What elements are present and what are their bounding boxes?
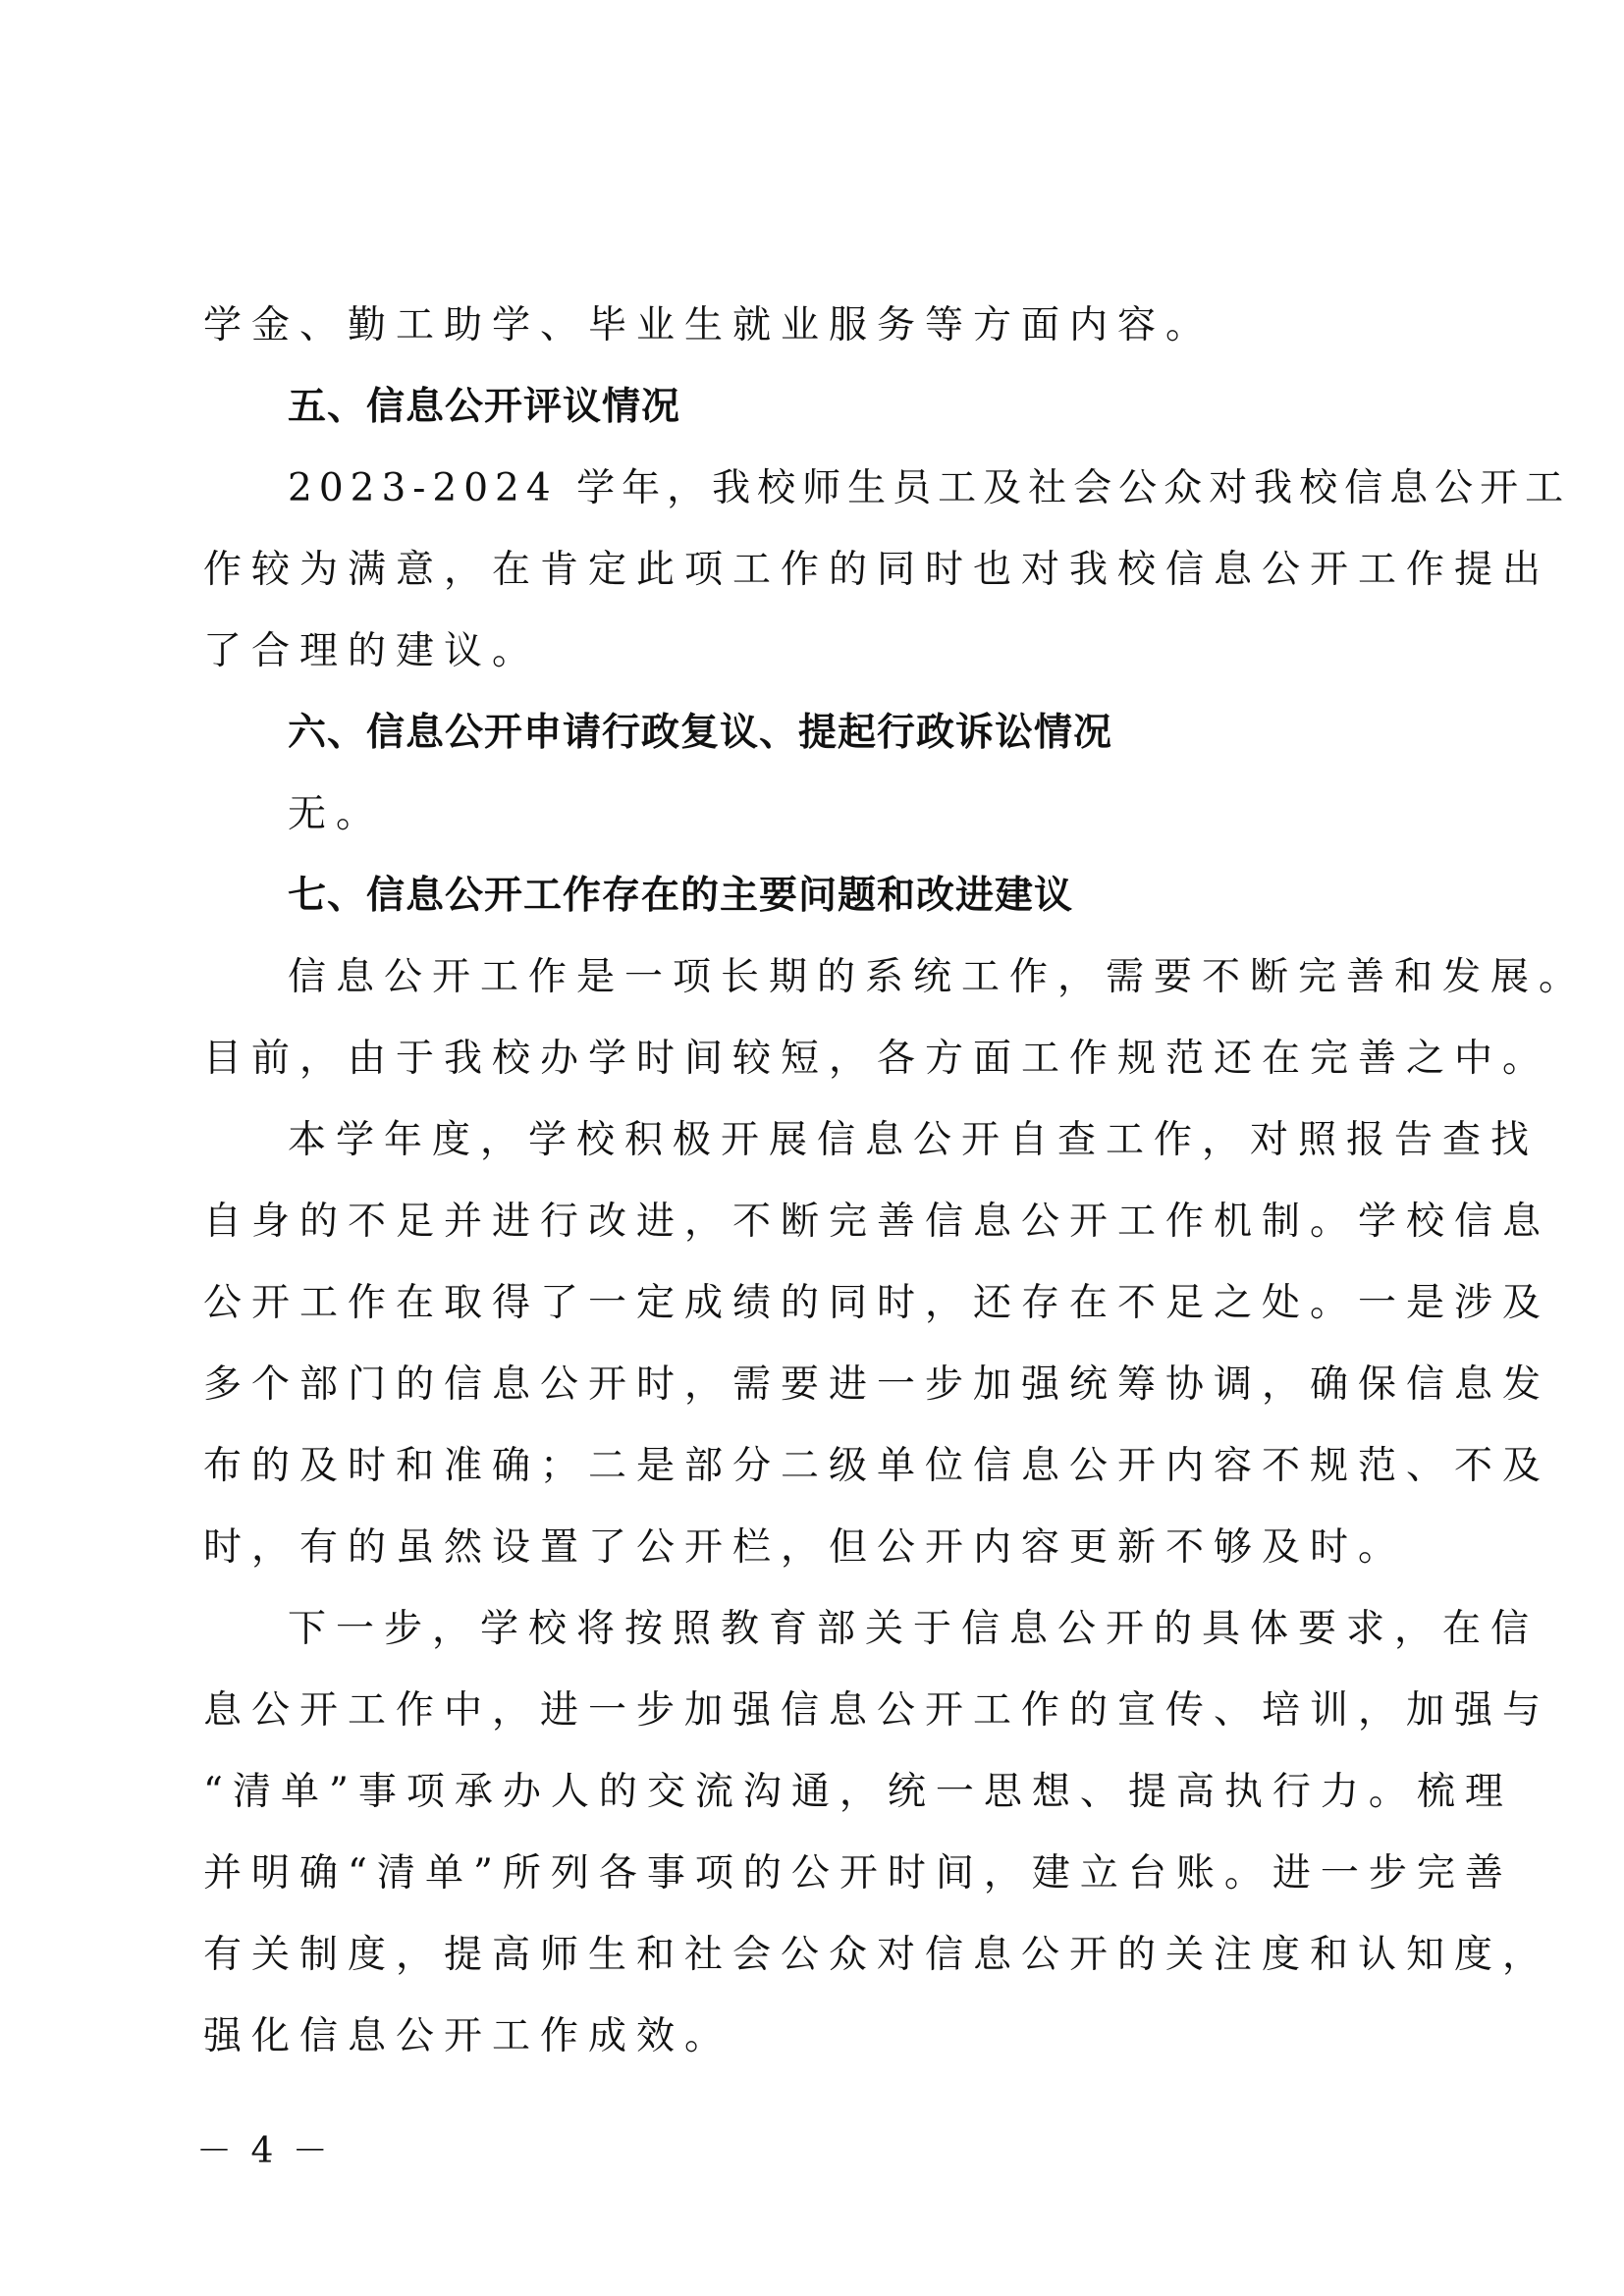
- paragraph-line: 多个部门的信息公开时，需要进一步加强统筹协调，确保信息发: [203, 1362, 1551, 1407]
- paragraph-line: 无。: [288, 792, 385, 836]
- paragraph-line: 公开工作在取得了一定成绩的同时，还存在不足之处。一是涉及: [203, 1281, 1551, 1325]
- paragraph-line: 并明确“清单”所列各事项的公开时间，建立台账。进一步完善: [203, 1851, 1513, 1896]
- paragraph-line: 了合理的建议。: [203, 629, 541, 673]
- page-number: － 4 －: [196, 2131, 332, 2171]
- paragraph-line: 目前，由于我校办学时间较短，各方面工作规范还在完善之中。: [203, 1037, 1551, 1081]
- paragraph-line: 学金、勤工助学、毕业生就业服务等方面内容。: [203, 303, 1215, 347]
- paragraph-line: 息公开工作中，进一步加强信息公开工作的宣传、培训，加强与: [203, 1688, 1551, 1733]
- paragraph-line: 下一步，学校将按照教育部关于信息公开的具体要求，在信: [288, 1607, 1540, 1651]
- paragraph-line: 自身的不足并进行改进，不断完善信息公开工作机制。学校信息: [203, 1200, 1551, 1244]
- paragraph-line: “清单”事项承办人的交流沟通，统一思想、提高执行力。梳理: [203, 1770, 1513, 1814]
- paragraph-line: 信息公开工作是一项长期的系统工作，需要不断完善和发展。: [288, 955, 1588, 999]
- section-5-heading: 五、信息公开评议情况: [288, 385, 681, 429]
- section-7-heading: 七、信息公开工作存在的主要问题和改进建议: [288, 874, 1074, 918]
- paragraph-line: 作较为满意，在肯定此项工作的同时也对我校信息公开工作提出: [203, 548, 1551, 592]
- paragraph-line: 布的及时和准确；二是部分二级单位信息公开内容不规范、不及: [203, 1444, 1551, 1488]
- paragraph-line: 2023-2024 学年，我校师生员工及社会公众对我校信息公开工: [288, 466, 1571, 510]
- paragraph-line: 本学年度，学校积极开展信息公开自查工作，对照报告查找: [288, 1118, 1540, 1162]
- paragraph-line: 时，有的虽然设置了公开栏，但公开内容更新不够及时。: [203, 1525, 1407, 1570]
- paragraph-line: 强化信息公开工作成效。: [203, 2014, 733, 2058]
- section-6-heading: 六、信息公开申请行政复议、提起行政诉讼情况: [288, 711, 1113, 755]
- paragraph-line: 有关制度，提高师生和社会公众对信息公开的关注度和认知度，: [203, 1933, 1551, 1977]
